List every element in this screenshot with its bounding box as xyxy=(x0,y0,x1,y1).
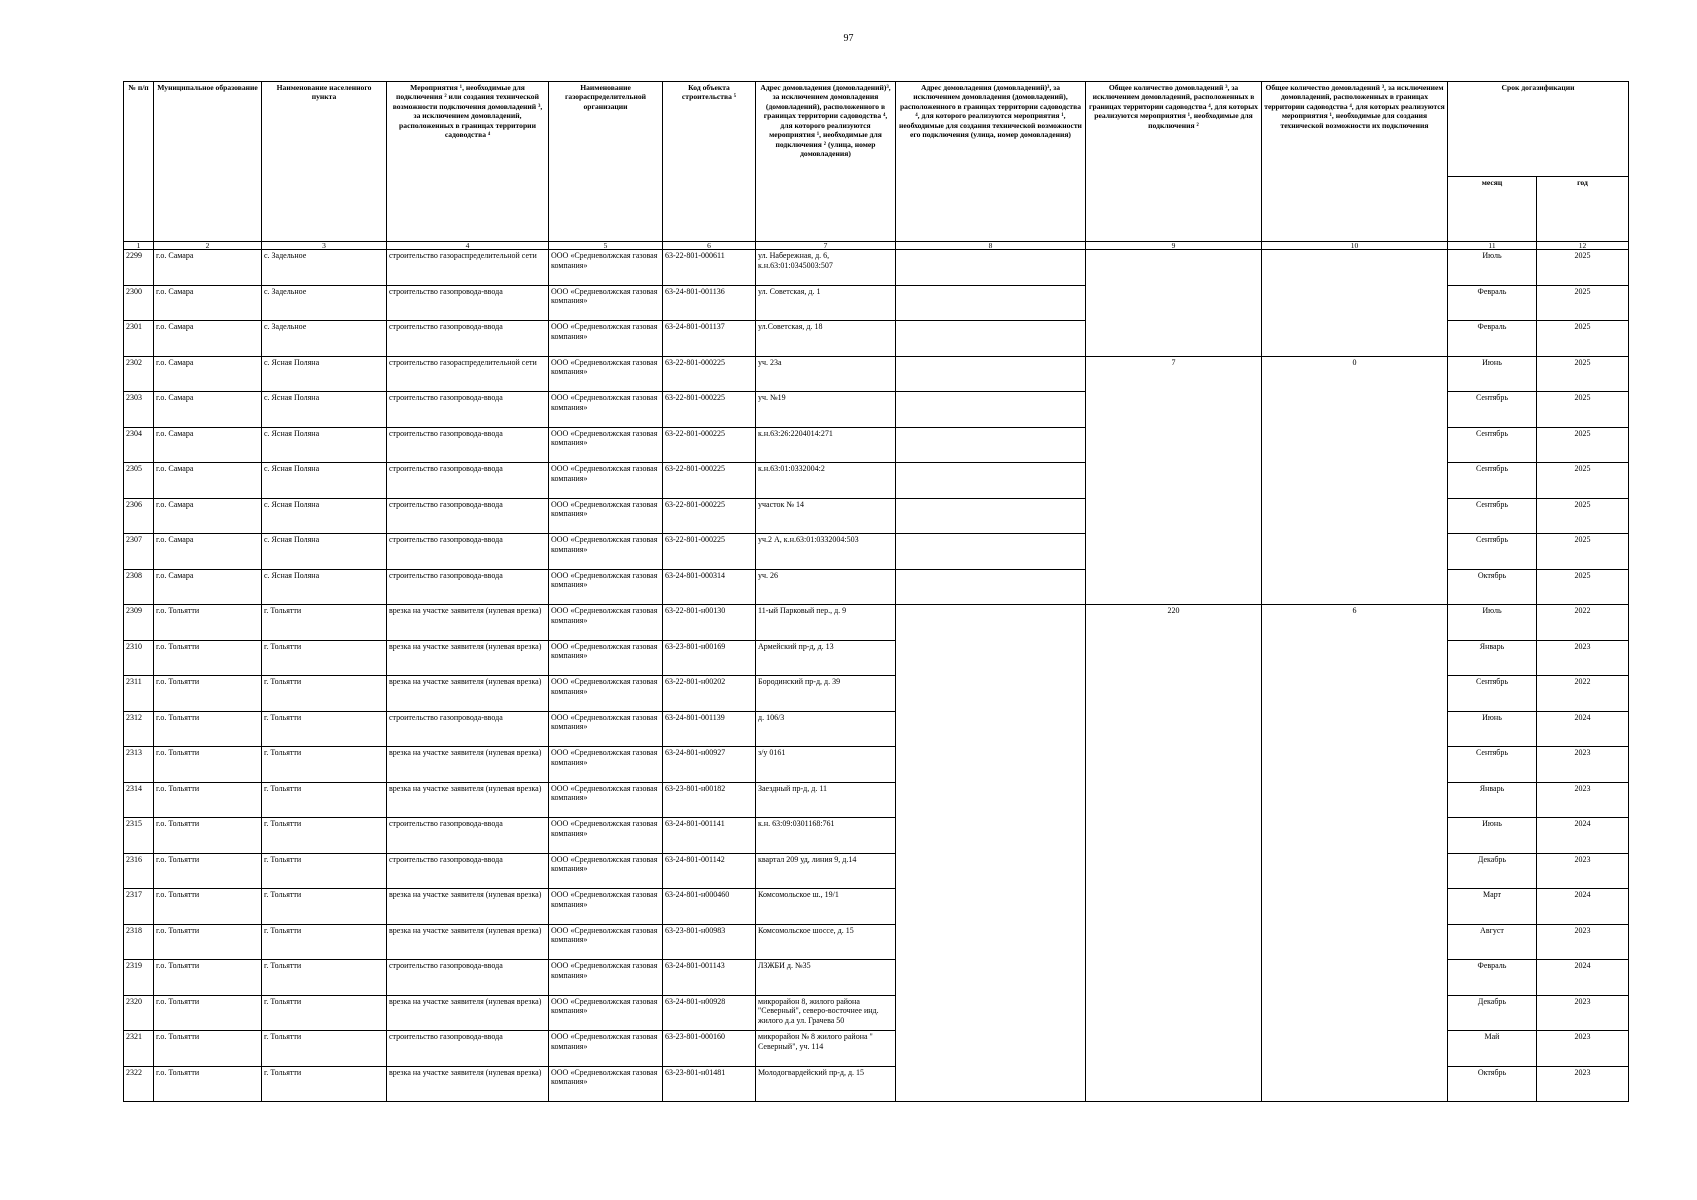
address-cell: микрорайон 8, жилого района "Северный", северо-восточнее инд. жилого д.а ул. Грачева 50 xyxy=(756,995,896,1031)
row-number: 2301 xyxy=(124,321,154,357)
deadline-month-cell: Декабрь xyxy=(1448,853,1537,889)
count-connection-cell: 7 xyxy=(1086,356,1262,605)
settlement-cell: г. Тольятти xyxy=(262,640,387,676)
organization-cell: ООО «Средневолжская газовая компания» xyxy=(549,534,663,570)
row-number: 2321 xyxy=(124,1031,154,1067)
activity-cell: врезка на участке заявителя (нулевая врезка) xyxy=(387,1066,549,1102)
object-code-cell: 63-24-801-001143 xyxy=(663,960,756,996)
object-code-cell: 63-22-801-000225 xyxy=(663,498,756,534)
deadline-month-cell: Сентябрь xyxy=(1448,498,1537,534)
row-number: 2314 xyxy=(124,782,154,818)
row-number: 2313 xyxy=(124,747,154,783)
deadline-year-cell: 2024 xyxy=(1537,889,1629,925)
address-cell: Армейский пр-д, д. 13 xyxy=(756,640,896,676)
deadline-month-cell: Июль xyxy=(1448,605,1537,641)
organization-cell: ООО «Средневолжская газовая компания» xyxy=(549,285,663,321)
address-cell: Комсомольское шоссе, д. 15 xyxy=(756,924,896,960)
row-number: 2308 xyxy=(124,569,154,605)
settlement-cell: г. Тольятти xyxy=(262,995,387,1031)
object-code-cell: 63-23-801-н00182 xyxy=(663,782,756,818)
address-cell: ЛЗЖБИ д. №35 xyxy=(756,960,896,996)
address-cell: участок № 14 xyxy=(756,498,896,534)
organization-cell: ООО «Средневолжская газовая компания» xyxy=(549,853,663,889)
municipality-cell: г.о. Тольятти xyxy=(154,782,262,818)
deadline-month-cell: Сентябрь xyxy=(1448,427,1537,463)
col-number: 8 xyxy=(896,242,1086,250)
address-cell: уч. №19 xyxy=(756,392,896,428)
header-object-code: Код объекта строительства ⁵ xyxy=(663,82,756,242)
row-number: 2316 xyxy=(124,853,154,889)
deadline-year-cell: 2023 xyxy=(1537,782,1629,818)
organization-cell: ООО «Средневолжская газовая компания» xyxy=(549,569,663,605)
col-number: 7 xyxy=(756,242,896,250)
object-code-cell: 63-24-801-001139 xyxy=(663,711,756,747)
row-number: 2304 xyxy=(124,427,154,463)
deadline-year-cell: 2023 xyxy=(1537,747,1629,783)
technical-address-cell xyxy=(896,392,1086,428)
activity-cell: врезка на участке заявителя (нулевая врезка) xyxy=(387,995,549,1031)
deadline-year-cell: 2025 xyxy=(1537,250,1629,286)
municipality-cell: г.о. Тольятти xyxy=(154,711,262,747)
row-number: 2302 xyxy=(124,356,154,392)
row-number: 2305 xyxy=(124,463,154,499)
settlement-cell: с. Ясная Поляна xyxy=(262,463,387,499)
row-number: 2300 xyxy=(124,285,154,321)
municipality-cell: г.о. Тольятти xyxy=(154,676,262,712)
activity-cell: строительство газораспределительной сети xyxy=(387,356,549,392)
col-number: 11 xyxy=(1448,242,1537,250)
activity-cell: строительство газопровода-ввода xyxy=(387,463,549,499)
address-cell: к.н. 63:09:0301168:761 xyxy=(756,818,896,854)
organization-cell: ООО «Средневолжская газовая компания» xyxy=(549,427,663,463)
municipality-cell: г.о. Самара xyxy=(154,392,262,428)
municipality-cell: г.о. Самара xyxy=(154,569,262,605)
deadline-month-cell: Август xyxy=(1448,924,1537,960)
deadline-month-cell: Сентябрь xyxy=(1448,392,1537,428)
municipality-cell: г.о. Самара xyxy=(154,250,262,286)
header-deadline: Срок догазификации xyxy=(1448,82,1629,177)
settlement-cell: г. Тольятти xyxy=(262,924,387,960)
header-num: № п/п xyxy=(124,82,154,242)
settlement-cell: г. Тольятти xyxy=(262,747,387,783)
object-code-cell: 63-24-801-001137 xyxy=(663,321,756,357)
activity-cell: строительство газопровода-ввода xyxy=(387,427,549,463)
organization-cell: ООО «Средневолжская газовая компания» xyxy=(549,924,663,960)
row-number: 2307 xyxy=(124,534,154,570)
settlement-cell: г. Тольятти xyxy=(262,960,387,996)
object-code-cell: 63-22-801-000611 xyxy=(663,250,756,286)
address-cell: д. 106/3 xyxy=(756,711,896,747)
address-cell: Комсомольское ш., 19/1 xyxy=(756,889,896,925)
settlement-cell: г. Тольятти xyxy=(262,853,387,889)
deadline-year-cell: 2023 xyxy=(1537,995,1629,1031)
deadline-year-cell: 2025 xyxy=(1537,569,1629,605)
address-cell: уч. 26 xyxy=(756,569,896,605)
object-code-cell: 63-24-801-001136 xyxy=(663,285,756,321)
municipality-cell: г.о. Тольятти xyxy=(154,960,262,996)
deadline-month-cell: Февраль xyxy=(1448,285,1537,321)
row-number: 2303 xyxy=(124,392,154,428)
deadline-year-cell: 2025 xyxy=(1537,534,1629,570)
row-number: 2310 xyxy=(124,640,154,676)
col-number: 10 xyxy=(1262,242,1448,250)
activity-cell: врезка на участке заявителя (нулевая врезка) xyxy=(387,640,549,676)
address-cell: Бородинский пр-д, д. 39 xyxy=(756,676,896,712)
activity-cell: строительство газораспределительной сети xyxy=(387,250,549,286)
deadline-month-cell: Май xyxy=(1448,1031,1537,1067)
deadline-year-cell: 2023 xyxy=(1537,1031,1629,1067)
address-cell: микрорайон № 8 жилого района " Северный", уч. 114 xyxy=(756,1031,896,1067)
count-technical-cell xyxy=(1262,250,1448,357)
address-cell: уч.2 А, к.н.63:01:0332004:503 xyxy=(756,534,896,570)
organization-cell: ООО «Средневолжская газовая компания» xyxy=(549,356,663,392)
deadline-month-cell: Декабрь xyxy=(1448,995,1537,1031)
deadline-month-cell: Октябрь xyxy=(1448,1066,1537,1102)
settlement-cell: с. Задельное xyxy=(262,285,387,321)
row-number: 2299 xyxy=(124,250,154,286)
object-code-cell: 63-22-801-000225 xyxy=(663,463,756,499)
deadline-year-cell: 2023 xyxy=(1537,853,1629,889)
table-header xyxy=(124,82,1629,250)
organization-cell: ООО «Средневолжская газовая компания» xyxy=(549,676,663,712)
deadline-month-cell: Сентябрь xyxy=(1448,463,1537,499)
organization-cell: ООО «Средневолжская газовая компания» xyxy=(549,498,663,534)
organization-cell: ООО «Средневолжская газовая компания» xyxy=(549,995,663,1031)
row-number: 2311 xyxy=(124,676,154,712)
organization-cell: ООО «Средневолжская газовая компания» xyxy=(549,1031,663,1067)
municipality-cell: г.о. Тольятти xyxy=(154,924,262,960)
organization-cell: ООО «Средневолжская газовая компания» xyxy=(549,321,663,357)
object-code-cell: 63-23-801-000160 xyxy=(663,1031,756,1067)
settlement-cell: г. Тольятти xyxy=(262,1031,387,1067)
deadline-month-cell: Февраль xyxy=(1448,960,1537,996)
activity-cell: строительство газопровода-ввода xyxy=(387,285,549,321)
address-cell: Заездный пр-д, д. 11 xyxy=(756,782,896,818)
row-number: 2312 xyxy=(124,711,154,747)
row-number: 2309 xyxy=(124,605,154,641)
deadline-month-cell: Февраль xyxy=(1448,321,1537,357)
organization-cell: ООО «Средневолжская газовая компания» xyxy=(549,463,663,499)
count-technical-cell: 6 xyxy=(1262,605,1448,1102)
settlement-cell: г. Тольятти xyxy=(262,676,387,712)
object-code-cell: 63-22-801-000225 xyxy=(663,534,756,570)
municipality-cell: г.о. Тольятти xyxy=(154,640,262,676)
object-code-cell: 63-23-801-н00169 xyxy=(663,640,756,676)
activity-cell: строительство газопровода-ввода xyxy=(387,1031,549,1067)
activity-cell: врезка на участке заявителя (нулевая врезка) xyxy=(387,782,549,818)
gasification-table xyxy=(123,81,1629,1102)
address-cell: ул. Советская, д. 1 xyxy=(756,285,896,321)
municipality-cell: г.о. Тольятти xyxy=(154,818,262,854)
organization-cell: ООО «Средневолжская газовая компания» xyxy=(549,818,663,854)
header-count-technical: Общее количество домовладений ³, за исключением домовладений, расположенных в границах территории садоводства ⁴, для которых реализуются мероприятия ¹, необходимые для создания технической возможности их подключения xyxy=(1262,82,1448,242)
page-number: 97 xyxy=(843,33,854,44)
municipality-cell: г.о. Самара xyxy=(154,321,262,357)
municipality-cell: г.о. Тольятти xyxy=(154,889,262,925)
deadline-month-cell: Июнь xyxy=(1448,818,1537,854)
row-number: 2322 xyxy=(124,1066,154,1102)
object-code-cell: 63-24-801-н00927 xyxy=(663,747,756,783)
organization-cell: ООО «Средневолжская газовая компания» xyxy=(549,747,663,783)
organization-cell: ООО «Средневолжская газовая компания» xyxy=(549,605,663,641)
settlement-cell: с. Задельное xyxy=(262,250,387,286)
technical-address-cell xyxy=(896,498,1086,534)
organization-cell: ООО «Средневолжская газовая компания» xyxy=(549,889,663,925)
technical-address-cell xyxy=(896,285,1086,321)
technical-address-cell xyxy=(896,463,1086,499)
deadline-year-cell: 2023 xyxy=(1537,924,1629,960)
deadline-month-cell: Октябрь xyxy=(1448,569,1537,605)
deadline-month-cell: Январь xyxy=(1448,782,1537,818)
organization-cell: ООО «Средневолжская газовая компания» xyxy=(549,711,663,747)
municipality-cell: г.о. Тольятти xyxy=(154,1031,262,1067)
technical-address-cell xyxy=(896,605,1086,1102)
municipality-cell: г.о. Тольятти xyxy=(154,995,262,1031)
municipality-cell: г.о. Самара xyxy=(154,534,262,570)
col-number: 1 xyxy=(124,242,154,250)
technical-address-cell xyxy=(896,321,1086,357)
deadline-year-cell: 2024 xyxy=(1537,711,1629,747)
activity-cell: строительство газопровода-ввода xyxy=(387,853,549,889)
column-numbers-row xyxy=(124,242,1629,250)
technical-address-cell xyxy=(896,427,1086,463)
activity-cell: врезка на участке заявителя (нулевая врезка) xyxy=(387,676,549,712)
activity-cell: строительство газопровода-ввода xyxy=(387,960,549,996)
deadline-month-cell: Январь xyxy=(1448,640,1537,676)
deadline-month-cell: Июль xyxy=(1448,250,1537,286)
header-month: месяц xyxy=(1448,177,1537,242)
deadline-year-cell: 2025 xyxy=(1537,498,1629,534)
header-organization: Наименование газораспределительной организации xyxy=(549,82,663,242)
activity-cell: врезка на участке заявителя (нулевая врезка) xyxy=(387,605,549,641)
object-code-cell: 63-24-801-н00928 xyxy=(663,995,756,1031)
row-number: 2315 xyxy=(124,818,154,854)
organization-cell: ООО «Средневолжская газовая компания» xyxy=(549,1066,663,1102)
header-municipality: Муниципальное образование xyxy=(154,82,262,242)
municipality-cell: г.о. Самара xyxy=(154,463,262,499)
deadline-year-cell: 2025 xyxy=(1537,285,1629,321)
activity-cell: строительство газопровода-ввода xyxy=(387,498,549,534)
deadline-year-cell: 2022 xyxy=(1537,605,1629,641)
col-number: 6 xyxy=(663,242,756,250)
activity-cell: строительство газопровода-ввода xyxy=(387,711,549,747)
object-code-cell: 63-22-801-000225 xyxy=(663,356,756,392)
object-code-cell: 63-24-801-н000460 xyxy=(663,889,756,925)
activity-cell: строительство газопровода-ввода xyxy=(387,818,549,854)
deadline-year-cell: 2025 xyxy=(1537,427,1629,463)
deadline-year-cell: 2025 xyxy=(1537,321,1629,357)
municipality-cell: г.о. Самара xyxy=(154,285,262,321)
municipality-cell: г.о. Тольятти xyxy=(154,747,262,783)
row-number: 2320 xyxy=(124,995,154,1031)
header-year: год xyxy=(1537,177,1629,242)
technical-address-cell xyxy=(896,569,1086,605)
table-row xyxy=(124,250,1629,286)
table-row xyxy=(124,356,1629,392)
organization-cell: ООО «Средневолжская газовая компания» xyxy=(549,782,663,818)
header-address-technical: Адрес домовладения (домовладений)³, за исключением домовладения (домовладений), расположенного в границах территории садоводства ⁴, для которого реализуются мероприятия ¹, необходимые для создания технической возможности его подключения (улица, номер домовладения) xyxy=(896,82,1086,242)
deadline-year-cell: 2023 xyxy=(1537,640,1629,676)
address-cell: з/у 0161 xyxy=(756,747,896,783)
object-code-cell: 63-22-801-000225 xyxy=(663,427,756,463)
municipality-cell: г.о. Самара xyxy=(154,498,262,534)
row-number: 2319 xyxy=(124,960,154,996)
activity-cell: врезка на участке заявителя (нулевая врезка) xyxy=(387,747,549,783)
deadline-year-cell: 2025 xyxy=(1537,356,1629,392)
address-cell: Молодогвардейский пр-д, д. 15 xyxy=(756,1066,896,1102)
row-number: 2317 xyxy=(124,889,154,925)
technical-address-cell xyxy=(896,534,1086,570)
header-address-connection: Адрес домовладения (домовладений)³, за исключением домовладения (домовладений), расположенного в границах территории садоводства ⁴, для которого реализуются мероприятия ¹, необходимые для подключения ² (улица, номер домовладения) xyxy=(756,82,896,242)
address-cell: уч. 23а xyxy=(756,356,896,392)
table-row xyxy=(124,605,1629,641)
address-cell: ул.Советская, д. 18 xyxy=(756,321,896,357)
count-technical-cell: 0 xyxy=(1262,356,1448,605)
object-code-cell: 63-24-801-001142 xyxy=(663,853,756,889)
col-number: 12 xyxy=(1537,242,1629,250)
municipality-cell: г.о. Тольятти xyxy=(154,605,262,641)
header-count-connection: Общее количество домовладений ³, за исключением домовладений, расположенных в границах территории садоводства ⁴, для которых реализуются мероприятия ¹, необходимые для подключения ² xyxy=(1086,82,1262,242)
count-connection-cell: 220 xyxy=(1086,605,1262,1102)
object-code-cell: 63-22-801-н00130 xyxy=(663,605,756,641)
organization-cell: ООО «Средневолжская газовая компания» xyxy=(549,250,663,286)
activity-cell: врезка на участке заявителя (нулевая врезка) xyxy=(387,924,549,960)
settlement-cell: г. Тольятти xyxy=(262,605,387,641)
activity-cell: строительство газопровода-ввода xyxy=(387,534,549,570)
settlement-cell: с. Ясная Поляна xyxy=(262,427,387,463)
address-cell: к.н.63:26:2204014:271 xyxy=(756,427,896,463)
object-code-cell: 63-24-801-000314 xyxy=(663,569,756,605)
activity-cell: строительство газопровода-ввода xyxy=(387,569,549,605)
settlement-cell: с. Ясная Поляна xyxy=(262,534,387,570)
settlement-cell: с. Задельное xyxy=(262,321,387,357)
col-number: 4 xyxy=(387,242,549,250)
settlement-cell: с. Ясная Поляна xyxy=(262,392,387,428)
activity-cell: строительство газопровода-ввода xyxy=(387,392,549,428)
settlement-cell: с. Ясная Поляна xyxy=(262,356,387,392)
object-code-cell: 63-23-801-н00983 xyxy=(663,924,756,960)
settlement-cell: с. Ясная Поляна xyxy=(262,569,387,605)
deadline-month-cell: Сентябрь xyxy=(1448,676,1537,712)
municipality-cell: г.о. Тольятти xyxy=(154,1066,262,1102)
header-activities: Мероприятия ¹, необходимые для подключения ² или создания технической возможности подключения домовладений ³, за исключением домовладений, расположенных в границах территории садоводства ⁴ xyxy=(387,82,549,242)
object-code-cell: 63-23-801-н01481 xyxy=(663,1066,756,1102)
address-cell: к.н.63:01:0332004:2 xyxy=(756,463,896,499)
row-number: 2306 xyxy=(124,498,154,534)
col-number: 5 xyxy=(549,242,663,250)
object-code-cell: 63-24-801-001141 xyxy=(663,818,756,854)
settlement-cell: г. Тольятти xyxy=(262,782,387,818)
table-body xyxy=(124,250,1629,1102)
deadline-year-cell: 2024 xyxy=(1537,818,1629,854)
technical-address-cell xyxy=(896,356,1086,392)
organization-cell: ООО «Средневолжская газовая компания» xyxy=(549,640,663,676)
municipality-cell: г.о. Самара xyxy=(154,427,262,463)
row-number: 2318 xyxy=(124,924,154,960)
deadline-month-cell: Март xyxy=(1448,889,1537,925)
settlement-cell: г. Тольятти xyxy=(262,1066,387,1102)
settlement-cell: г. Тольятти xyxy=(262,889,387,925)
deadline-month-cell: Июнь xyxy=(1448,356,1537,392)
count-connection-cell xyxy=(1086,250,1262,357)
activity-cell: строительство газопровода-ввода xyxy=(387,321,549,357)
deadline-year-cell: 2023 xyxy=(1537,1066,1629,1102)
deadline-year-cell: 2022 xyxy=(1537,676,1629,712)
municipality-cell: г.о. Самара xyxy=(154,356,262,392)
settlement-cell: с. Ясная Поляна xyxy=(262,498,387,534)
settlement-cell: г. Тольятти xyxy=(262,711,387,747)
col-number: 9 xyxy=(1086,242,1262,250)
activity-cell: врезка на участке заявителя (нулевая врезка) xyxy=(387,889,549,925)
technical-address-cell xyxy=(896,250,1086,286)
organization-cell: ООО «Средневолжская газовая компания» xyxy=(549,960,663,996)
deadline-year-cell: 2025 xyxy=(1537,463,1629,499)
deadline-month-cell: Июнь xyxy=(1448,711,1537,747)
object-code-cell: 63-22-801-000225 xyxy=(663,392,756,428)
col-number: 3 xyxy=(262,242,387,250)
deadline-month-cell: Сентябрь xyxy=(1448,747,1537,783)
col-number: 2 xyxy=(154,242,262,250)
address-cell: квартал 209 уд, линия 9, д.14 xyxy=(756,853,896,889)
address-cell: 11-ый Парковый пер., д. 9 xyxy=(756,605,896,641)
organization-cell: ООО «Средневолжская газовая компания» xyxy=(549,392,663,428)
object-code-cell: 63-22-801-н00202 xyxy=(663,676,756,712)
settlement-cell: г. Тольятти xyxy=(262,818,387,854)
header-settlement: Наименование населенного пункта xyxy=(262,82,387,242)
deadline-year-cell: 2025 xyxy=(1537,392,1629,428)
address-cell: ул. Набережная, д. 6, к.н.63:01:0345003:507 xyxy=(756,250,896,286)
deadline-month-cell: Сентябрь xyxy=(1448,534,1537,570)
municipality-cell: г.о. Тольятти xyxy=(154,853,262,889)
deadline-year-cell: 2024 xyxy=(1537,960,1629,996)
